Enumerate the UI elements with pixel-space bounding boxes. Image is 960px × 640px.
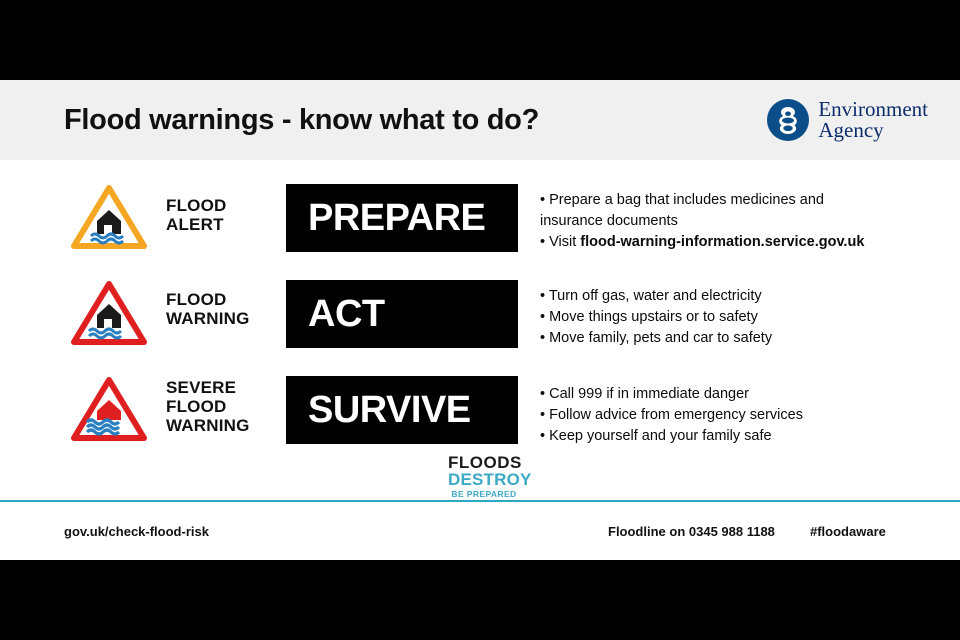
bullet-text: • Visit <box>540 234 581 251</box>
flood-alert-triangle-icon <box>71 184 147 255</box>
action-banner-survive: SURVIVE <box>286 376 518 444</box>
logo-line-2: Agency <box>818 118 884 142</box>
campaign-logo-line-1: FLOODS <box>448 452 522 472</box>
action-banner-prepare: PREPARE <box>286 184 518 252</box>
action-banner-act: ACT <box>286 280 518 348</box>
poster-footer <box>0 502 960 560</box>
bullets-severe-flood-warning <box>518 374 960 447</box>
bullet-item: • Move things upstairs or to safety <box>540 309 758 326</box>
bullet-item: • Call 999 if in immediate danger <box>540 386 749 402</box>
sign-label-line: FLOOD <box>166 196 227 215</box>
bullet-item: • Keep yourself and your family safe <box>540 428 772 445</box>
bullets-flood-warning <box>518 278 960 349</box>
footer-hashtag[interactable]: #floodaware <box>810 523 886 539</box>
bullet-item <box>540 232 960 253</box>
sign-label-severe-flood-warning <box>154 374 286 435</box>
sign-label-flood-alert <box>154 182 286 234</box>
sign-label-line: FLOOD <box>166 290 227 309</box>
campaign-logo-line-3: BE PREPARED <box>451 488 517 499</box>
bullet-item: • Follow advice from emergency services <box>540 407 803 424</box>
floods-destroy-campaign-logo <box>448 452 532 499</box>
sign-label-line: WARNING <box>166 416 250 436</box>
sign-label-line: FLOOD <box>166 397 227 417</box>
action-cell <box>286 374 518 444</box>
environment-agency-logo <box>766 98 928 142</box>
sign-label-line: ALERT <box>166 215 224 235</box>
environment-agency-wordmark <box>818 96 928 142</box>
action-cell <box>286 182 518 252</box>
page-title: Flood warnings - know what to do? <box>64 103 540 136</box>
sign-label-line: WARNING <box>166 309 250 329</box>
sign-cell <box>64 182 154 255</box>
warning-rows <box>0 160 960 470</box>
logo-line-1: Environment <box>818 96 928 121</box>
bullets-flood-alert <box>518 182 960 253</box>
row-flood-warning <box>0 278 960 374</box>
bullet-item: • Turn off gas, water and electricity <box>540 288 762 304</box>
action-cell <box>286 278 518 348</box>
sign-label-line: SEVERE <box>166 378 237 397</box>
sign-label-flood-warning <box>154 278 286 328</box>
severe-flood-warning-triangle-icon <box>71 376 147 447</box>
bullet-link-text[interactable]: flood-warning-information.service.gov.uk <box>580 234 865 251</box>
flood-warnings-poster <box>0 80 960 560</box>
bullet-item: • Move family, pets and car to safety <box>540 330 773 347</box>
footer-website-link[interactable]: gov.uk/check-flood-risk <box>64 523 209 539</box>
bullet-item: insurance documents <box>540 213 678 230</box>
environment-agency-logo-icon <box>766 98 810 142</box>
poster-header <box>0 80 960 160</box>
row-flood-alert <box>0 182 960 278</box>
footer-floodline: Floodline on 0345 988 1188 <box>608 523 775 539</box>
campaign-logo-line-2: DESTROY <box>448 469 532 489</box>
sign-cell <box>64 374 154 447</box>
bullet-item: • Prepare a bag that includes medicines and <box>540 192 824 208</box>
sign-cell <box>64 278 154 351</box>
flood-warning-triangle-icon <box>71 280 147 351</box>
